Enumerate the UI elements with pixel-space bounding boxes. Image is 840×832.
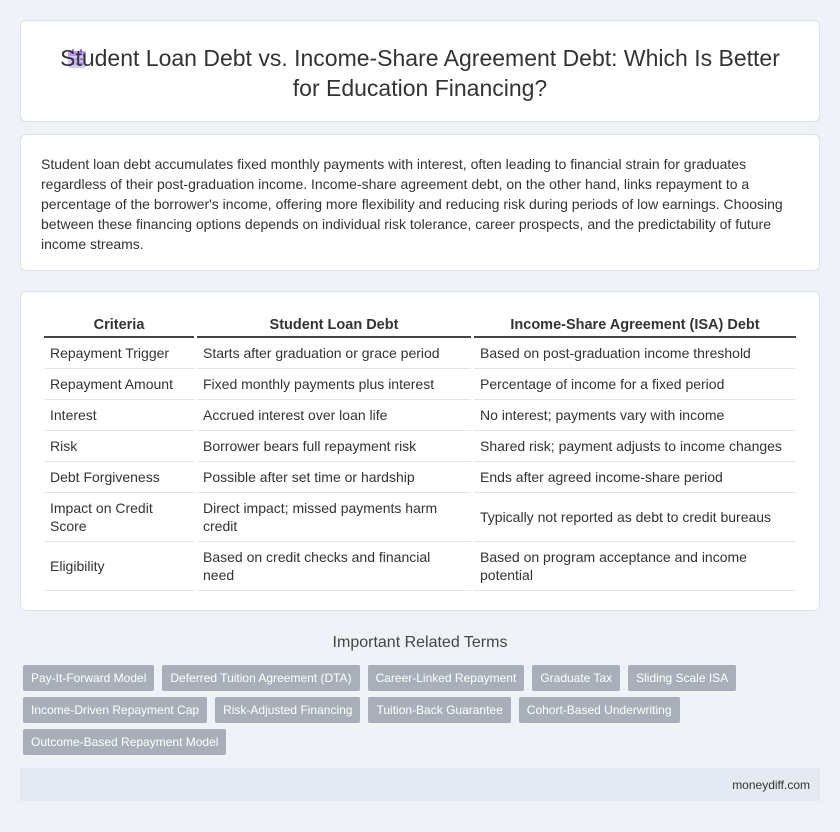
- table-cell: Accrued interest over loan life: [197, 400, 471, 431]
- table-cell: No interest; payments vary with income: [474, 400, 796, 431]
- related-terms-list: [23, 665, 743, 755]
- table-row: [44, 338, 796, 369]
- intro-paragraph: Student loan debt accumulates fixed monthly payments with interest, often leading to financial strain for graduates regardless of their post-graduation income. Income-share agreement debt, on the other hand, links repayment to a percentage of the borrower's income, offering more flexibility and reducing risk during periods of low earnings. Choosing between these financing options depends on individual risk tolerance, career prospects, and the predictability of future income streams.: [41, 156, 783, 252]
- table-cell: Typically not reported as debt to credit bureaus: [474, 493, 796, 542]
- table-header-student-loan: Student Loan Debt: [197, 314, 471, 338]
- table-row: [44, 493, 796, 542]
- table-cell: Impact on Credit Score: [44, 493, 194, 542]
- table-row: [44, 400, 796, 431]
- related-terms-title: Important Related Terms: [332, 634, 508, 651]
- related-term-tag[interactable]: Income-Driven Repayment Cap: [23, 697, 207, 723]
- table-row: [44, 462, 796, 493]
- table-row: [44, 542, 796, 591]
- table-row: [44, 431, 796, 462]
- footer-site-link[interactable]: moneydiff.com: [732, 778, 810, 792]
- related-term-tag[interactable]: Outcome-Based Repayment Model: [23, 729, 226, 755]
- related-term-tag[interactable]: Graduate Tax: [532, 665, 620, 691]
- table-row: [44, 369, 796, 400]
- table-header-isa: Income-Share Agreement (ISA) Debt: [474, 314, 796, 338]
- related-term-tag[interactable]: Sliding Scale ISA: [628, 665, 736, 691]
- footer: [20, 768, 820, 801]
- intro-card: [20, 134, 820, 271]
- table-cell: Direct impact; missed payments harm credit: [197, 493, 471, 542]
- table-cell: Starts after graduation or grace period: [197, 338, 471, 369]
- table-header-criteria: Criteria: [44, 314, 194, 338]
- table-cell: Debt Forgiveness: [44, 462, 194, 493]
- table-cell: Possible after set time or hardship: [197, 462, 471, 493]
- table-header-row: [44, 314, 796, 338]
- table-cell: Repayment Trigger: [44, 338, 194, 369]
- header-card: [20, 20, 820, 122]
- related-term-tag[interactable]: Pay-It-Forward Model: [23, 665, 154, 691]
- related-term-tag[interactable]: Career-Linked Repayment: [368, 665, 525, 691]
- table-cell: Percentage of income for a fixed period: [474, 369, 796, 400]
- comparison-table: [41, 314, 799, 591]
- table-cell: Shared risk; payment adjusts to income changes: [474, 431, 796, 462]
- table-cell: Risk: [44, 431, 194, 462]
- table-cell: Based on credit checks and financial need: [197, 542, 471, 591]
- table-cell: Based on post-graduation income threshold: [474, 338, 796, 369]
- table-cell: Eligibility: [44, 542, 194, 591]
- table-cell: Fixed monthly payments plus interest: [197, 369, 471, 400]
- related-term-tag[interactable]: Tuition-Back Guarantee: [368, 697, 510, 723]
- comparison-table-card: [20, 291, 820, 611]
- table-cell: Ends after agreed income-share period: [474, 462, 796, 493]
- table-cell: Interest: [44, 400, 194, 431]
- table-cell: Borrower bears full repayment risk: [197, 431, 471, 462]
- table-cell: Based on program acceptance and income potential: [474, 542, 796, 591]
- page-title: Student Loan Debt vs. Income-Share Agreement Debt: Which Is Better for Education Financing?: [60, 45, 780, 101]
- related-term-tag[interactable]: Cohort-Based Underwriting: [519, 697, 680, 723]
- related-term-tag[interactable]: Deferred Tuition Agreement (DTA): [162, 665, 359, 691]
- related-term-tag[interactable]: Risk-Adjusted Financing: [215, 697, 360, 723]
- table-cell: Repayment Amount: [44, 369, 194, 400]
